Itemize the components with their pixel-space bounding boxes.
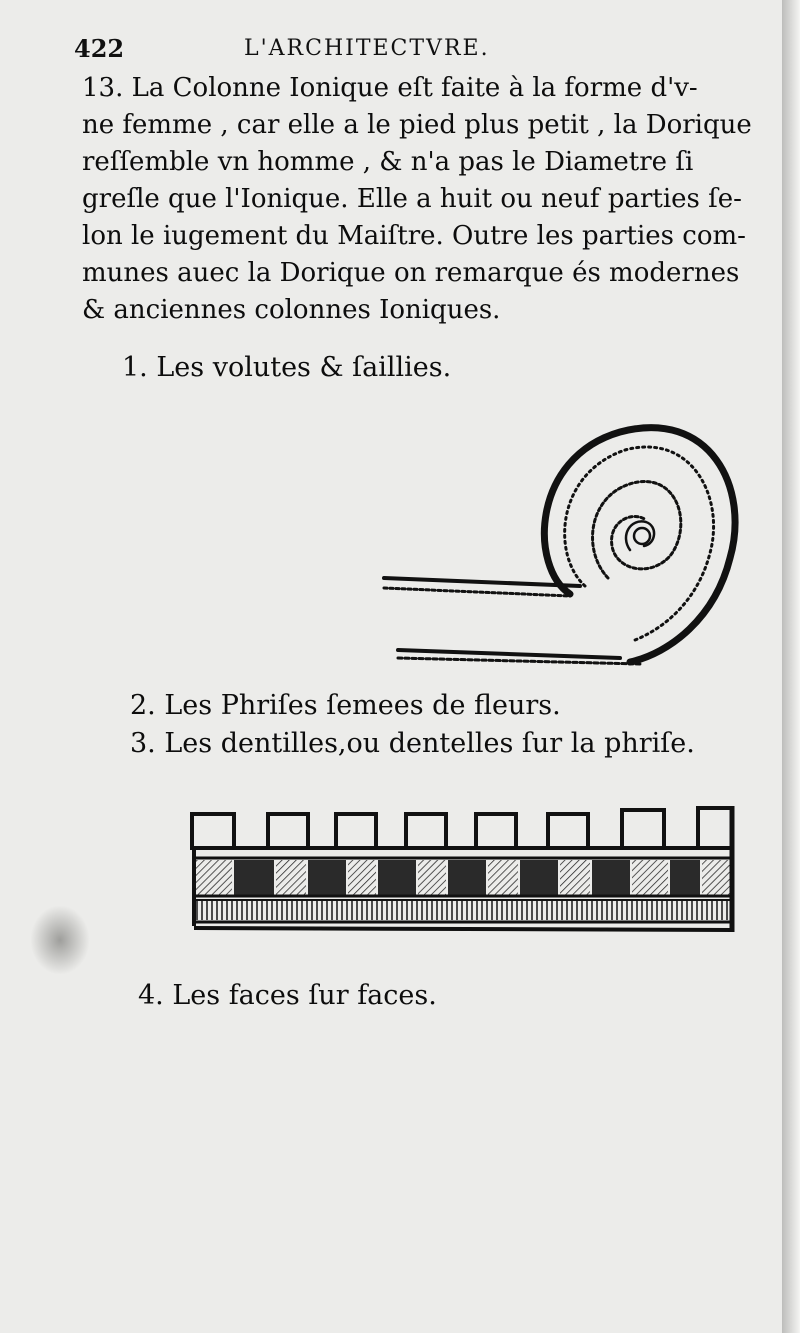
page-edge-shadow <box>782 0 800 1333</box>
page-header <box>74 34 594 68</box>
paragraph-line: lon le iugement du Maiſtre. Outre les parties com- <box>82 221 746 251</box>
list-item-volutes: 1. Les volutes & ſaillies. <box>122 352 452 383</box>
list-item-faces: 4. Les faces ſur faces. <box>138 980 437 1011</box>
paragraph-line: & anciennes colonnes Ioniques. <box>82 295 501 325</box>
list-item-friezes: 2. Les Phriſes ſemees de fleurs. <box>130 690 561 721</box>
page-number: 422 <box>74 34 125 63</box>
paragraph-line: munes auec la Dorique on remarque és modernes <box>82 258 740 288</box>
paragraph-line: 13. La Colonne Ionique eſt faite à la forme d'v- <box>82 73 698 103</box>
list-item-dentils: 3. Les dentilles,ou dentelles ſur la phriſe. <box>130 728 695 759</box>
dentil-frieze-illustration <box>186 800 738 940</box>
ink-stain <box>30 905 90 975</box>
paragraph-line: greſle que l'Ionique. Elle a huit ou neuf parties ſe- <box>82 184 742 214</box>
paragraph-ionic-column <box>82 70 752 329</box>
paragraph-line: reſſemble vn homme , & n'a pas le Diametre ſi <box>82 147 694 177</box>
paragraph-line: ne femme , car elle a le pied plus petit , la Dorique <box>82 110 752 140</box>
running-title: L'ARCHITECTVRE. <box>244 36 490 61</box>
volute-illustration <box>380 418 750 670</box>
